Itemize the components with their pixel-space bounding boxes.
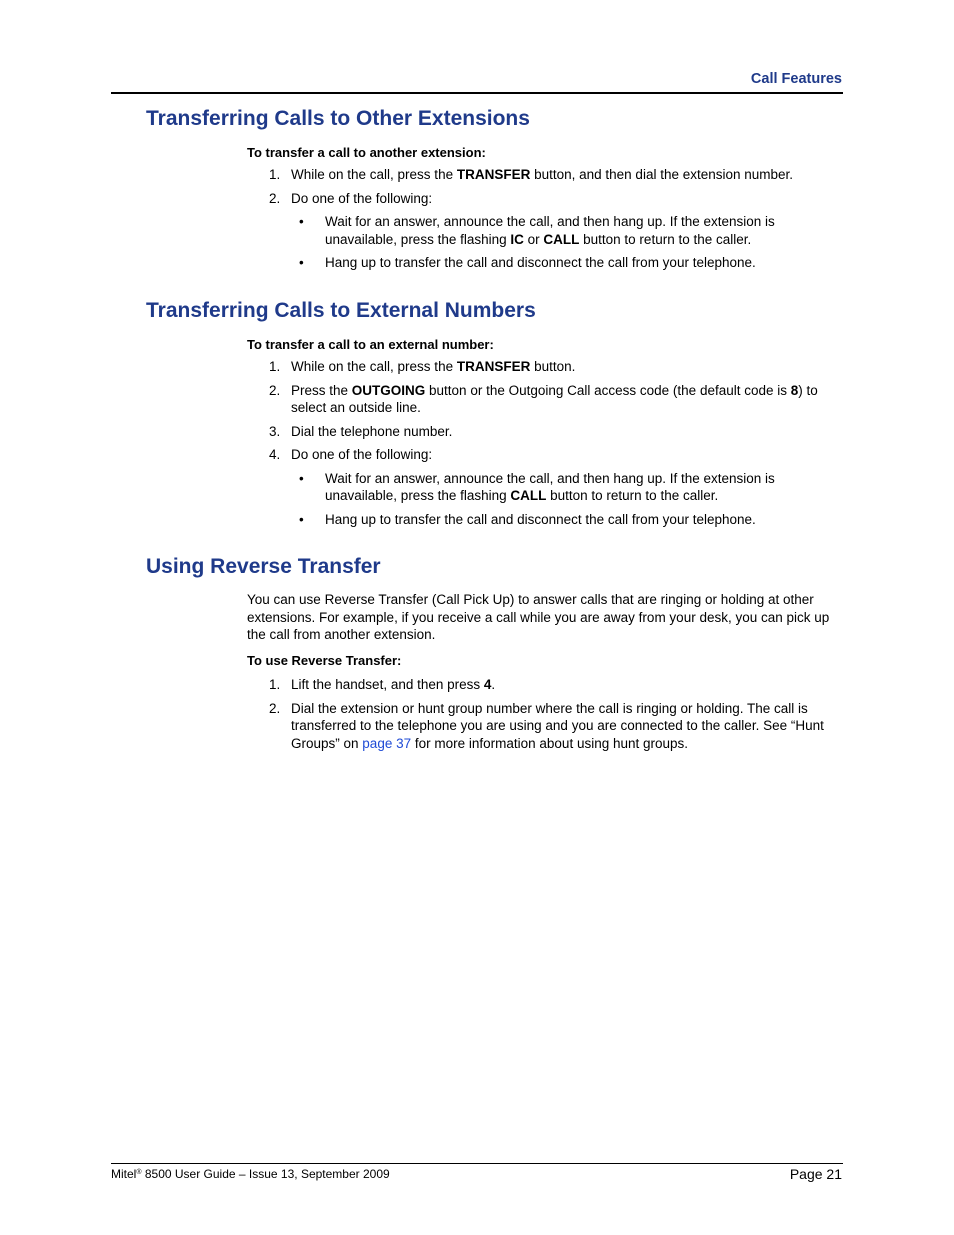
footer-divider bbox=[111, 1163, 843, 1164]
list-item: 4. Do one of the following: • Wait for an answer, announce the call, and then hang up. If the extension is unavailable, press the flashing CALL button to return to the caller. • Hang up to transfer the call and disconnect the call from your telephone. bbox=[247, 446, 843, 528]
header-divider bbox=[111, 92, 843, 94]
procedure-heading: To transfer a call to another extension: bbox=[247, 145, 486, 160]
list-item: 1. Lift the handset, and then press 4. bbox=[269, 677, 496, 692]
steps-list bbox=[247, 358, 843, 534]
section-title-reverse-transfer: Using Reverse Transfer bbox=[146, 555, 381, 578]
bullet-icon: • bbox=[299, 214, 304, 229]
footer-guide-title: Mitel® 8500 User Guide – Issue 13, September 2009 bbox=[111, 1167, 390, 1181]
list-item: 1. While on the call, press the TRANSFER button. bbox=[269, 359, 576, 374]
bullet-icon: • bbox=[299, 255, 304, 270]
page-number: Page 21 bbox=[789, 1166, 842, 1182]
steps-list bbox=[247, 166, 843, 278]
list-item: 3. Dial the telephone number. bbox=[269, 423, 453, 439]
steps-list bbox=[247, 676, 843, 758]
section-title-other-extensions: Transferring Calls to Other Extensions bbox=[146, 107, 530, 130]
list-item: 2. Do one of the following: • Wait for an answer, announce the call, and then hang up. If the extension is unavailable, press the flashing IC or CALL button to return to the caller. • Hang up to transfer the call and disconnect the call from your telephone. bbox=[247, 190, 843, 272]
bullet-item: • Wait for an answer, announce the call, and then hang up. If the extension is unavailable, press the flashing IC or CALL button to return to the caller. bbox=[299, 214, 775, 247]
section-title-external-numbers: Transferring Calls to External Numbers bbox=[146, 299, 536, 322]
bullet-list bbox=[281, 213, 843, 272]
bullet-list bbox=[281, 470, 843, 529]
list-item: 2. Press the OUTGOING button or the Outgoing Call access code (the default code is 8) to select an outside line. bbox=[269, 382, 818, 415]
list-item: 1. While on the call, press the TRANSFER button, and then dial the extension number. bbox=[269, 167, 794, 182]
bullet-item: • Hang up to transfer the call and disconnect the call from your telephone. bbox=[299, 255, 756, 270]
procedure-heading: To transfer a call to an external number: bbox=[247, 337, 494, 352]
bullet-item: • Wait for an answer, announce the call, and then hang up. If the extension is unavailable, press the flashing CALL button to return to the caller. bbox=[299, 470, 775, 503]
procedure-heading: To use Reverse Transfer: bbox=[247, 653, 402, 668]
bullet-icon: • bbox=[299, 511, 304, 527]
list-item: 2. Dial the extension or hunt group number where the call is ringing or holding. The call is transferred to the telephone you are using and you are connected to the caller. See “Hunt Groups” on page 37 for more information about using hunt groups. bbox=[269, 700, 824, 751]
page-37-link[interactable]: page 37 bbox=[362, 735, 412, 751]
intro-paragraph: You can use Reverse Transfer (Call Pick Up) to answer calls that are ringing or holding at other extensions. For example, if you receive a call while you are away from your desk, you can pick up the call from another extension. bbox=[247, 592, 830, 642]
bullet-icon: • bbox=[299, 470, 304, 486]
bullet-item: • Hang up to transfer the call and disconnect the call from your telephone. bbox=[299, 511, 756, 527]
running-header: Call Features bbox=[750, 71, 842, 87]
